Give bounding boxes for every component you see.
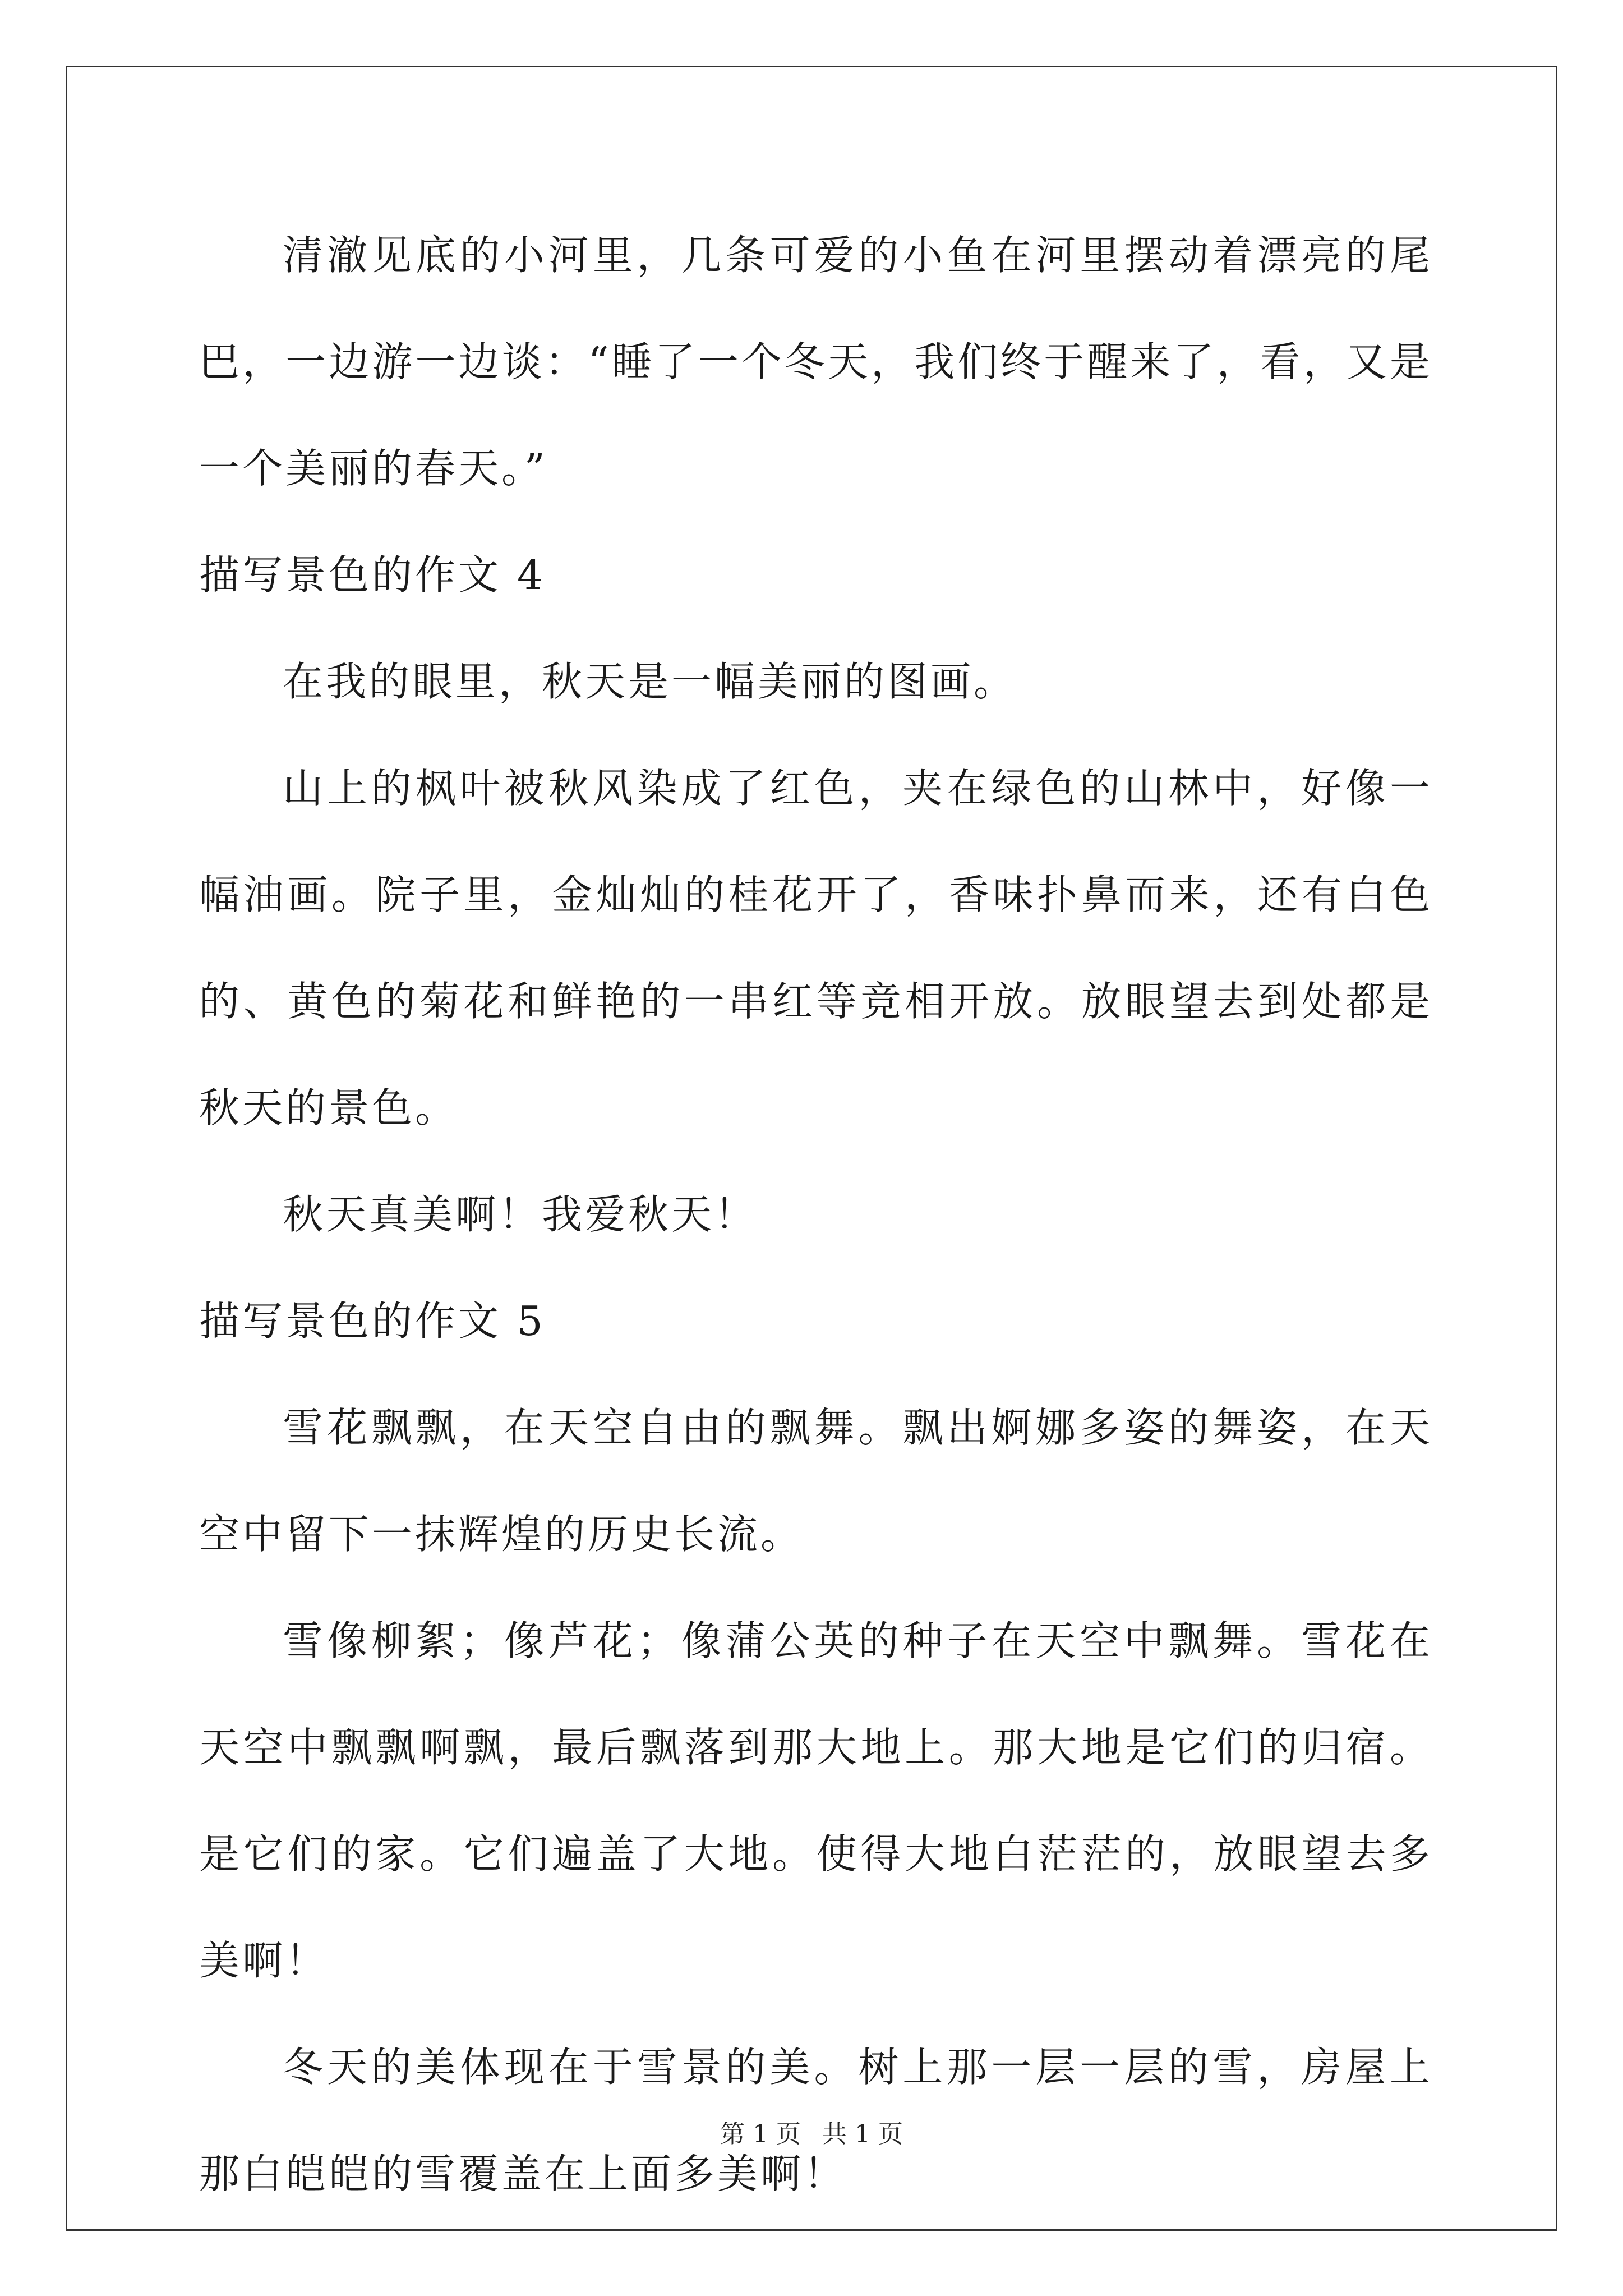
paragraph-spring-river: 清澈见底的小河里，几条可爱的小鱼在河里摆动着漂亮的尾巴，一边游一边谈：“睡了一个冬天，我们终于醒来了，看，又是一个美丽的春天。” xyxy=(199,232,1433,492)
paragraph-autumn-exclaim: 秋天真美啊！我爱秋天！ xyxy=(283,1191,758,1238)
paragraph-snow-earth: 雪像柳絮；像芦花；像蒲公英的种子在天空中飘舞。雪花在天空中飘飘啊飘，最后飘落到那大地上。那大地是它们的归宿。是它们的家。它们遍盖了大地。使得大地白茫茫的，放眼望去多美啊！ xyxy=(199,1617,1433,1984)
document-body xyxy=(199,202,1433,2227)
paragraph-autumn-scenery: 山上的枫叶被秋风染成了红色，夹在绿色的山林中，好像一幅油画。院子里，金灿灿的桂花开了，香味扑鼻而来，还有白色的、黄色的菊花和鲜艳的一串红等竞相开放。放眼望去到处都是秋天的景色。 xyxy=(199,765,1433,1131)
page-number: 第 1 页 xyxy=(720,2120,801,2148)
page-footer xyxy=(0,2118,1623,2151)
paragraph-winter-beauty: 冬天的美体现在于雪景的美。树上那一层一层的雪，房屋上那白皑皑的雪覆盖在上面多美啊！ xyxy=(199,2044,1433,2197)
paragraph-snow-dance: 雪花飘飘，在天空自由的飘舞。飘出婀娜多姿的舞姿，在天空中留下一抹辉煌的历史长流。 xyxy=(199,1404,1433,1558)
page-total: 共 1 页 xyxy=(822,2120,903,2148)
section-heading-5: 描写景色的作文 5 xyxy=(199,1297,546,1345)
section-heading-4: 描写景色的作文 4 xyxy=(199,551,546,599)
paragraph-autumn-intro: 在我的眼里，秋天是一幅美丽的图画。 xyxy=(283,658,1017,705)
